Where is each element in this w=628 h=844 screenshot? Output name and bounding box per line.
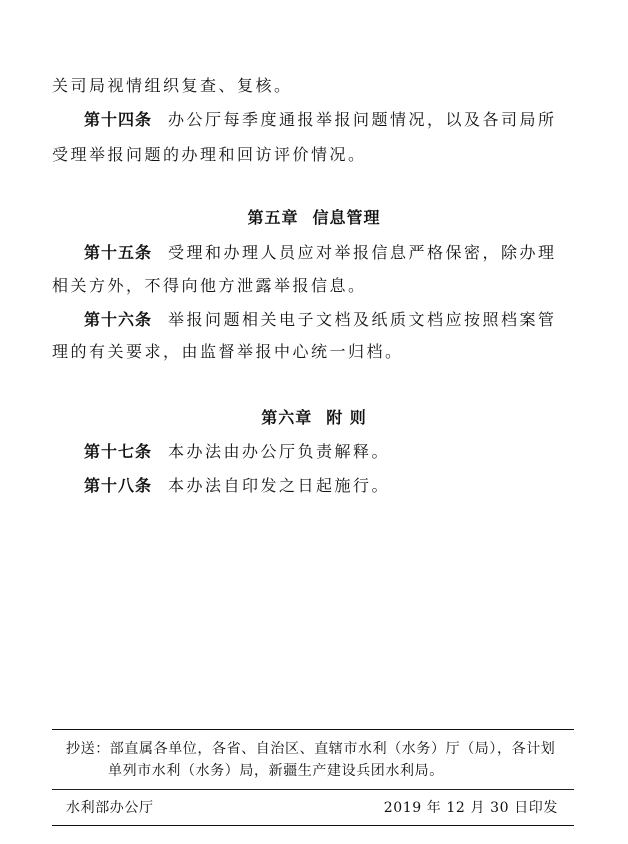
footer-bottom-rule bbox=[52, 825, 574, 826]
footer-top-rule bbox=[52, 729, 574, 730]
body-line: 理的有关要求，由监督举报中心统一归档。 bbox=[52, 342, 404, 361]
article-label: 第十八条 bbox=[84, 476, 153, 495]
article-15 bbox=[84, 241, 574, 265]
chapter-6-heading bbox=[0, 406, 628, 430]
chapter-5-heading bbox=[0, 206, 628, 230]
article-text: 本办法自印发之日起施行。 bbox=[168, 476, 391, 495]
article-text: 本办法由办公厅负责解释。 bbox=[168, 442, 391, 461]
article-label: 第十七条 bbox=[84, 442, 153, 461]
body-line: 受理举报问题的办理和回访评价情况。 bbox=[52, 145, 367, 164]
article-16 bbox=[84, 308, 574, 332]
chapter-number: 第五章 bbox=[247, 208, 299, 227]
article-label: 第十五条 bbox=[84, 243, 153, 262]
article-14 bbox=[84, 108, 574, 132]
article-label: 第十四条 bbox=[84, 110, 153, 129]
body-line: 相关方外，不得向他方泄露举报信息。 bbox=[52, 276, 367, 295]
chapter-title: 信息管理 bbox=[312, 208, 381, 227]
chapter-title: 附 则 bbox=[326, 408, 367, 427]
article-17 bbox=[84, 440, 574, 464]
article-text: 办公厅每季度通报举报问题情况，以及各司局所 bbox=[168, 110, 557, 129]
body-line: 关司局视情组织复查、复核。 bbox=[52, 76, 293, 95]
footer-middle-rule bbox=[52, 789, 574, 790]
article-label: 第十六条 bbox=[84, 310, 153, 329]
issuer: 水利部办公厅 bbox=[66, 800, 154, 816]
chapter-number: 第六章 bbox=[261, 408, 313, 427]
cc-line-2: 单列市水利（水务）局，新疆生产建设兵团水利局。 bbox=[108, 763, 444, 779]
article-text: 举报问题相关电子文档及纸质文档应按照档案管 bbox=[168, 310, 557, 329]
article-text: 受理和办理人员应对举报信息严格保密，除办理 bbox=[168, 243, 557, 262]
issue-date: 2019 年 12 月 30 日印发 bbox=[383, 800, 558, 816]
article-18 bbox=[84, 474, 574, 498]
cc-line-1: 抄送：部直属各单位，各省、自治区、直辖市水利（水务）厅（局），各计划 bbox=[66, 741, 556, 757]
